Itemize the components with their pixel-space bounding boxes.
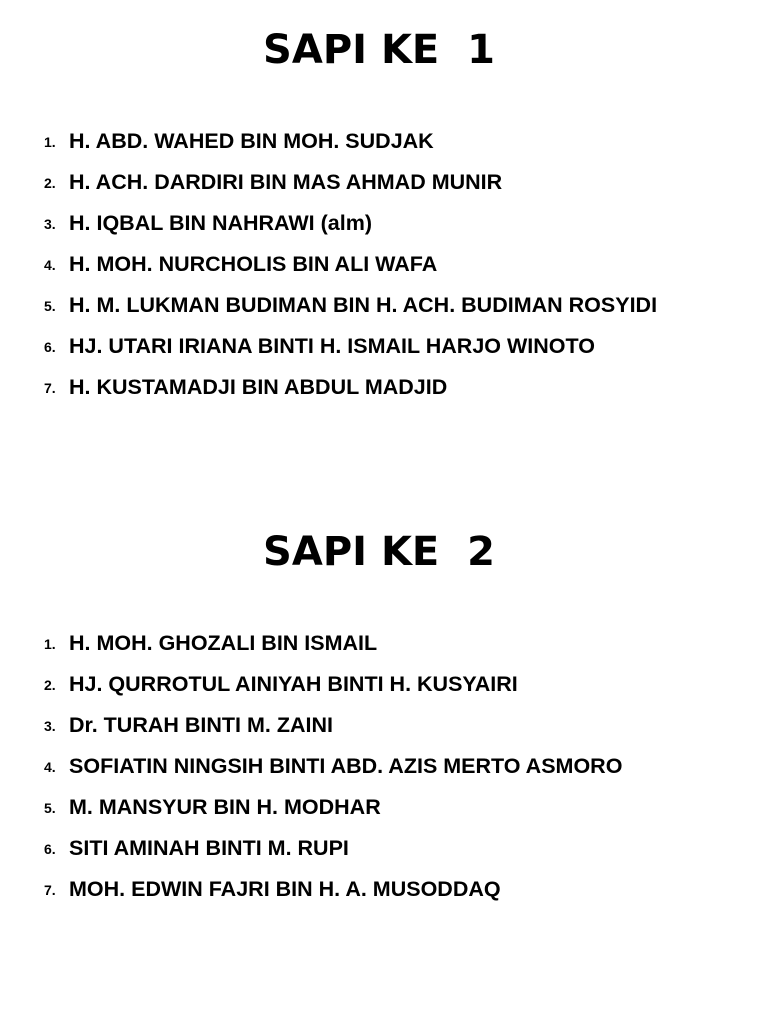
item-number: 4.: [44, 759, 56, 775]
section-title: SAPI KE 1: [263, 27, 495, 73]
list-item: [0, 122, 768, 163]
list-item: [0, 163, 768, 204]
list-item: [0, 747, 768, 788]
participant-name: H. ACH. DARDIRI BIN MAS AHMAD MUNIR: [69, 170, 503, 194]
list-item: [0, 286, 768, 327]
list-item: [0, 665, 768, 706]
list-item: [0, 870, 768, 911]
item-number: 5.: [44, 298, 56, 314]
participant-name: H. KUSTAMADJI BIN ABDUL MADJID: [69, 375, 448, 399]
participant-name: SOFIATIN NINGSIH BINTI ABD. AZIS MERTO ASMORO: [69, 754, 623, 778]
participant-name: SITI AMINAH BINTI M. RUPI: [69, 836, 349, 860]
item-number: 3.: [44, 718, 56, 734]
participant-name: H. M. LUKMAN BUDIMAN BIN H. ACH. BUDIMAN ROSYIDI: [69, 293, 658, 317]
item-number: 2.: [44, 677, 56, 693]
participant-name: H. MOH. GHOZALI BIN ISMAIL: [69, 631, 378, 655]
item-number: 7.: [44, 882, 56, 898]
participant-name: HJ. UTARI IRIANA BINTI H. ISMAIL HARJO WINOTO: [69, 334, 595, 358]
participant-name: Dr. TURAH BINTI M. ZAINI: [69, 713, 333, 737]
participant-list: [0, 624, 768, 911]
item-number: 2.: [44, 175, 56, 191]
item-number: 1.: [44, 636, 56, 652]
item-number: 6.: [44, 339, 56, 355]
list-item: [0, 245, 768, 286]
item-number: 4.: [44, 257, 56, 273]
section-title: SAPI KE 2: [263, 529, 495, 575]
list-item: [0, 327, 768, 368]
list-item: [0, 706, 768, 747]
list-item: [0, 368, 768, 409]
item-number: 7.: [44, 380, 56, 396]
list-item: [0, 788, 768, 829]
participant-name: H. ABD. WAHED BIN MOH. SUDJAK: [69, 129, 434, 153]
list-item: [0, 829, 768, 870]
participant-name: H. IQBAL BIN NAHRAWI (alm): [69, 211, 372, 235]
item-number: 5.: [44, 800, 56, 816]
list-item: [0, 624, 768, 665]
participant-name: M. MANSYUR BIN H. MODHAR: [69, 795, 381, 819]
item-number: 1.: [44, 134, 56, 150]
participant-list: [0, 122, 768, 409]
participant-name: HJ. QURROTUL AINIYAH BINTI H. KUSYAIRI: [69, 672, 518, 696]
item-number: 6.: [44, 841, 56, 857]
list-item: [0, 204, 768, 245]
participant-name: H. MOH. NURCHOLIS BIN ALI WAFA: [69, 252, 438, 276]
participant-name: MOH. EDWIN FAJRI BIN H. A. MUSODDAQ: [69, 877, 501, 901]
item-number: 3.: [44, 216, 56, 232]
